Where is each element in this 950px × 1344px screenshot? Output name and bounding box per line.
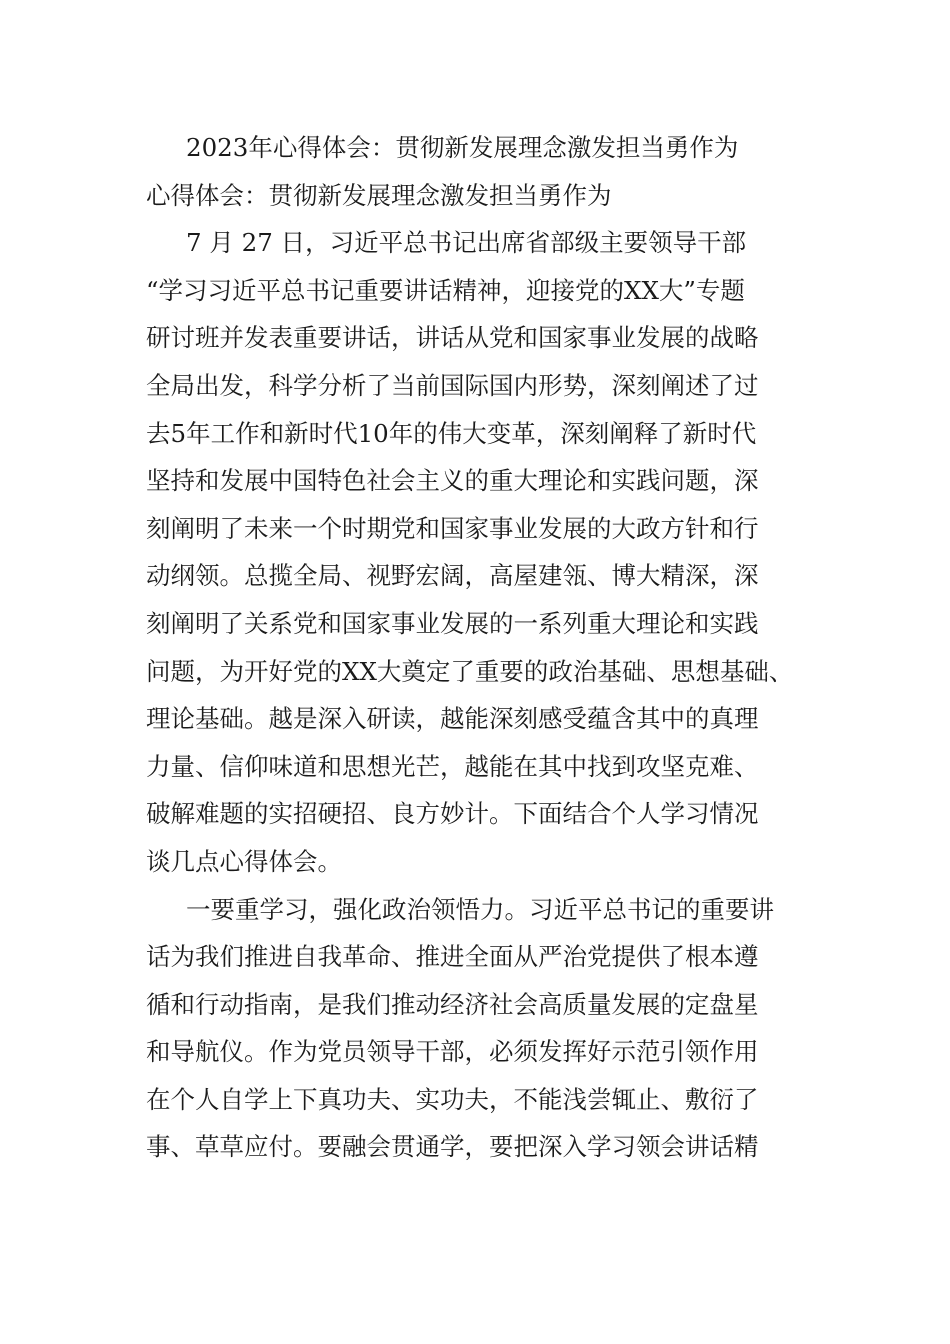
paragraph-2-line: 话为我们推进自我革命、推进全面从严治党提供了根本遵 bbox=[146, 942, 759, 972]
paragraph-1-line: 7 月 27 日，习近平总书记出席省部级主要领导干部 bbox=[186, 228, 747, 258]
paragraph-2-line: 一要重学习，强化政治领悟力。习近平总书记的重要讲 bbox=[186, 894, 774, 924]
document-body bbox=[146, 124, 836, 1171]
document-subtitle: 心得体会：贯彻新发展理念激发担当勇作为 bbox=[146, 180, 612, 210]
paragraph-1-line: 刻阐明了关系党和国家事业发展的一系列重大理论和实践 bbox=[146, 608, 759, 638]
paragraph-1-line: 谈几点心得体会。 bbox=[146, 846, 342, 876]
paragraph-2-line: 事、草草应付。要融会贯通学，要把深入学习领会讲话精 bbox=[146, 1132, 759, 1162]
paragraph-1-line: 刻阐明了未来一个时期党和国家事业发展的大政方针和行 bbox=[146, 513, 759, 543]
paragraph-2-line: 循和行动指南，是我们推动经济社会高质量发展的定盘星 bbox=[146, 989, 759, 1019]
paragraph-1-line: 破解难题的实招硬招、良方妙计。下面结合个人学习情况 bbox=[146, 799, 759, 829]
paragraph-1-line: 问题，为开好党的XX大奠定了重要的政治基础、思想基础、 bbox=[146, 656, 794, 686]
paragraph-1-line: 力量、信仰味道和思想光芒，越能在其中找到攻坚克难、 bbox=[146, 751, 759, 781]
paragraph-1-line: 坚持和发展中国特色社会主义的重大理论和实践问题，深 bbox=[146, 466, 759, 496]
paragraph-1-line: “学习习近平总书记重要讲话精神，迎接党的XX大”专题 bbox=[146, 275, 745, 305]
document-title: 2023年心得体会：贯彻新发展理念激发担当勇作为 bbox=[186, 133, 739, 162]
paragraph-2-line: 在个人自学上下真功夫、实功夫，不能浅尝辄止、敷衍了 bbox=[146, 1084, 759, 1114]
paragraph-1-line: 理论基础。越是深入研读，越能深刻感受蕴含其中的真理 bbox=[146, 704, 759, 734]
paragraph-2-line: 和导航仪。作为党员领导干部，必须发挥好示范引领作用 bbox=[146, 1037, 759, 1067]
paragraph-1-line: 动纲领。总揽全局、视野宏阔，高屋建瓴、博大精深，深 bbox=[146, 561, 759, 591]
paragraph-1-line: 去5年工作和新时代10年的伟大变革，深刻阐释了新时代 bbox=[146, 418, 757, 448]
paragraph-1-line: 研讨班并发表重要讲话，讲话从党和国家事业发展的战略 bbox=[146, 323, 759, 353]
paragraph-1-line: 全局出发，科学分析了当前国际国内形势，深刻阐述了过 bbox=[146, 370, 759, 400]
